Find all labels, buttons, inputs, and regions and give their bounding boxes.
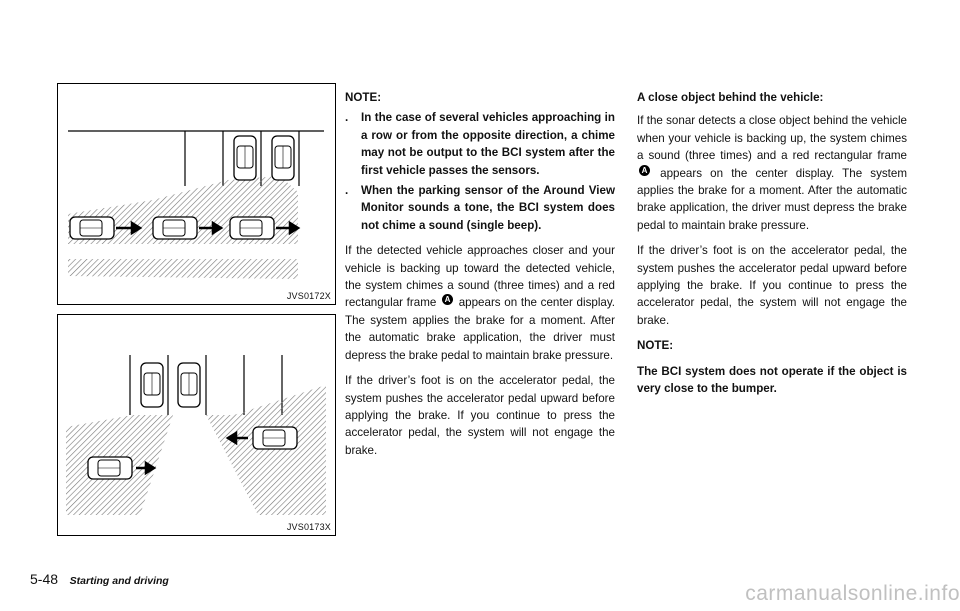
paragraph-text: appears on the center display. The system applies the brake for a moment. After the automatic brake application, the driver must depress the brake pedal to maintain brake pressure. <box>637 166 907 232</box>
page-footer <box>30 571 169 587</box>
figure-jvs0172x <box>57 83 336 305</box>
car-icon <box>88 457 132 479</box>
car-icon <box>70 217 114 239</box>
car-icon <box>153 217 197 239</box>
text-column-middle <box>345 89 615 459</box>
paragraph-text: If the detected vehicle approaches closer and your vehicle is backing up toward the detected vehicle, the system chimes a sound (three times) and a red rectangular frame <box>345 244 615 310</box>
marker-a-icon: A <box>639 165 650 176</box>
note-bullet-text: When the parking sensor of the Around View Monitor sounds a tone, the BCI system does not chime a sound (single beep). <box>361 184 615 232</box>
section-title: Starting and driving <box>69 575 169 587</box>
figure-code: JVS0172X <box>286 291 331 301</box>
paragraph: If the driver’s foot is on the accelerator pedal, the system pushes the accelerator pedal upward before applying the brake. If you continue to press the accelerator pedal, the system will not engage the brake. <box>637 244 907 327</box>
page-number: 5-48 <box>30 571 59 587</box>
note-heading: NOTE: <box>637 339 674 353</box>
bullet-icon: . <box>345 184 349 198</box>
paragraph: If the driver’s foot is on the accelerator pedal, the system pushes the accelerator pedal upward before applying the brake. If you continue to press the accelerator pedal, the system will not engage the brake. <box>345 374 615 457</box>
paragraph-text: appears on the center display. The system applies the brake for a moment. After the automatic brake application, the driver must depress the brake pedal to maintain brake pressure. <box>345 296 615 362</box>
note-bullet <box>345 182 615 234</box>
text-column-right <box>637 89 907 398</box>
note-bullet-text: In the case of several vehicles approaching in a row or from the opposite direction, a chime may not be output to the BCI system after the first vehicle passes the sensors. <box>361 111 615 177</box>
section-heading: A close object behind the vehicle: <box>637 91 824 104</box>
paragraph <box>637 112 907 234</box>
parking-diagram-2 <box>58 315 334 534</box>
parked-car-icon <box>272 136 294 180</box>
note-heading: NOTE: <box>345 91 382 104</box>
parked-car-icon <box>234 136 256 180</box>
note-bullet <box>345 109 615 179</box>
marker-a-icon: A <box>442 294 453 305</box>
note-text: The BCI system does not operate if the object is very close to the bumper. <box>637 364 907 396</box>
paragraph-text: If the sonar detects a close object behind the vehicle when your vehicle is backing up, the system chimes a sound (three times) and a red rectangular frame <box>637 114 907 163</box>
figure-code: JVS0173X <box>286 522 331 532</box>
car-icon <box>230 217 274 239</box>
bullet-icon: . <box>345 111 349 125</box>
backing-car-icon <box>178 363 200 407</box>
parking-diagram-1 <box>58 84 334 303</box>
car-icon <box>253 427 297 449</box>
paragraph <box>345 242 615 364</box>
detection-zone-right <box>206 385 326 515</box>
watermark[interactable]: carmanualsonline.info <box>745 582 960 605</box>
parked-car-icon <box>141 363 163 407</box>
figure-jvs0173x <box>57 314 336 536</box>
